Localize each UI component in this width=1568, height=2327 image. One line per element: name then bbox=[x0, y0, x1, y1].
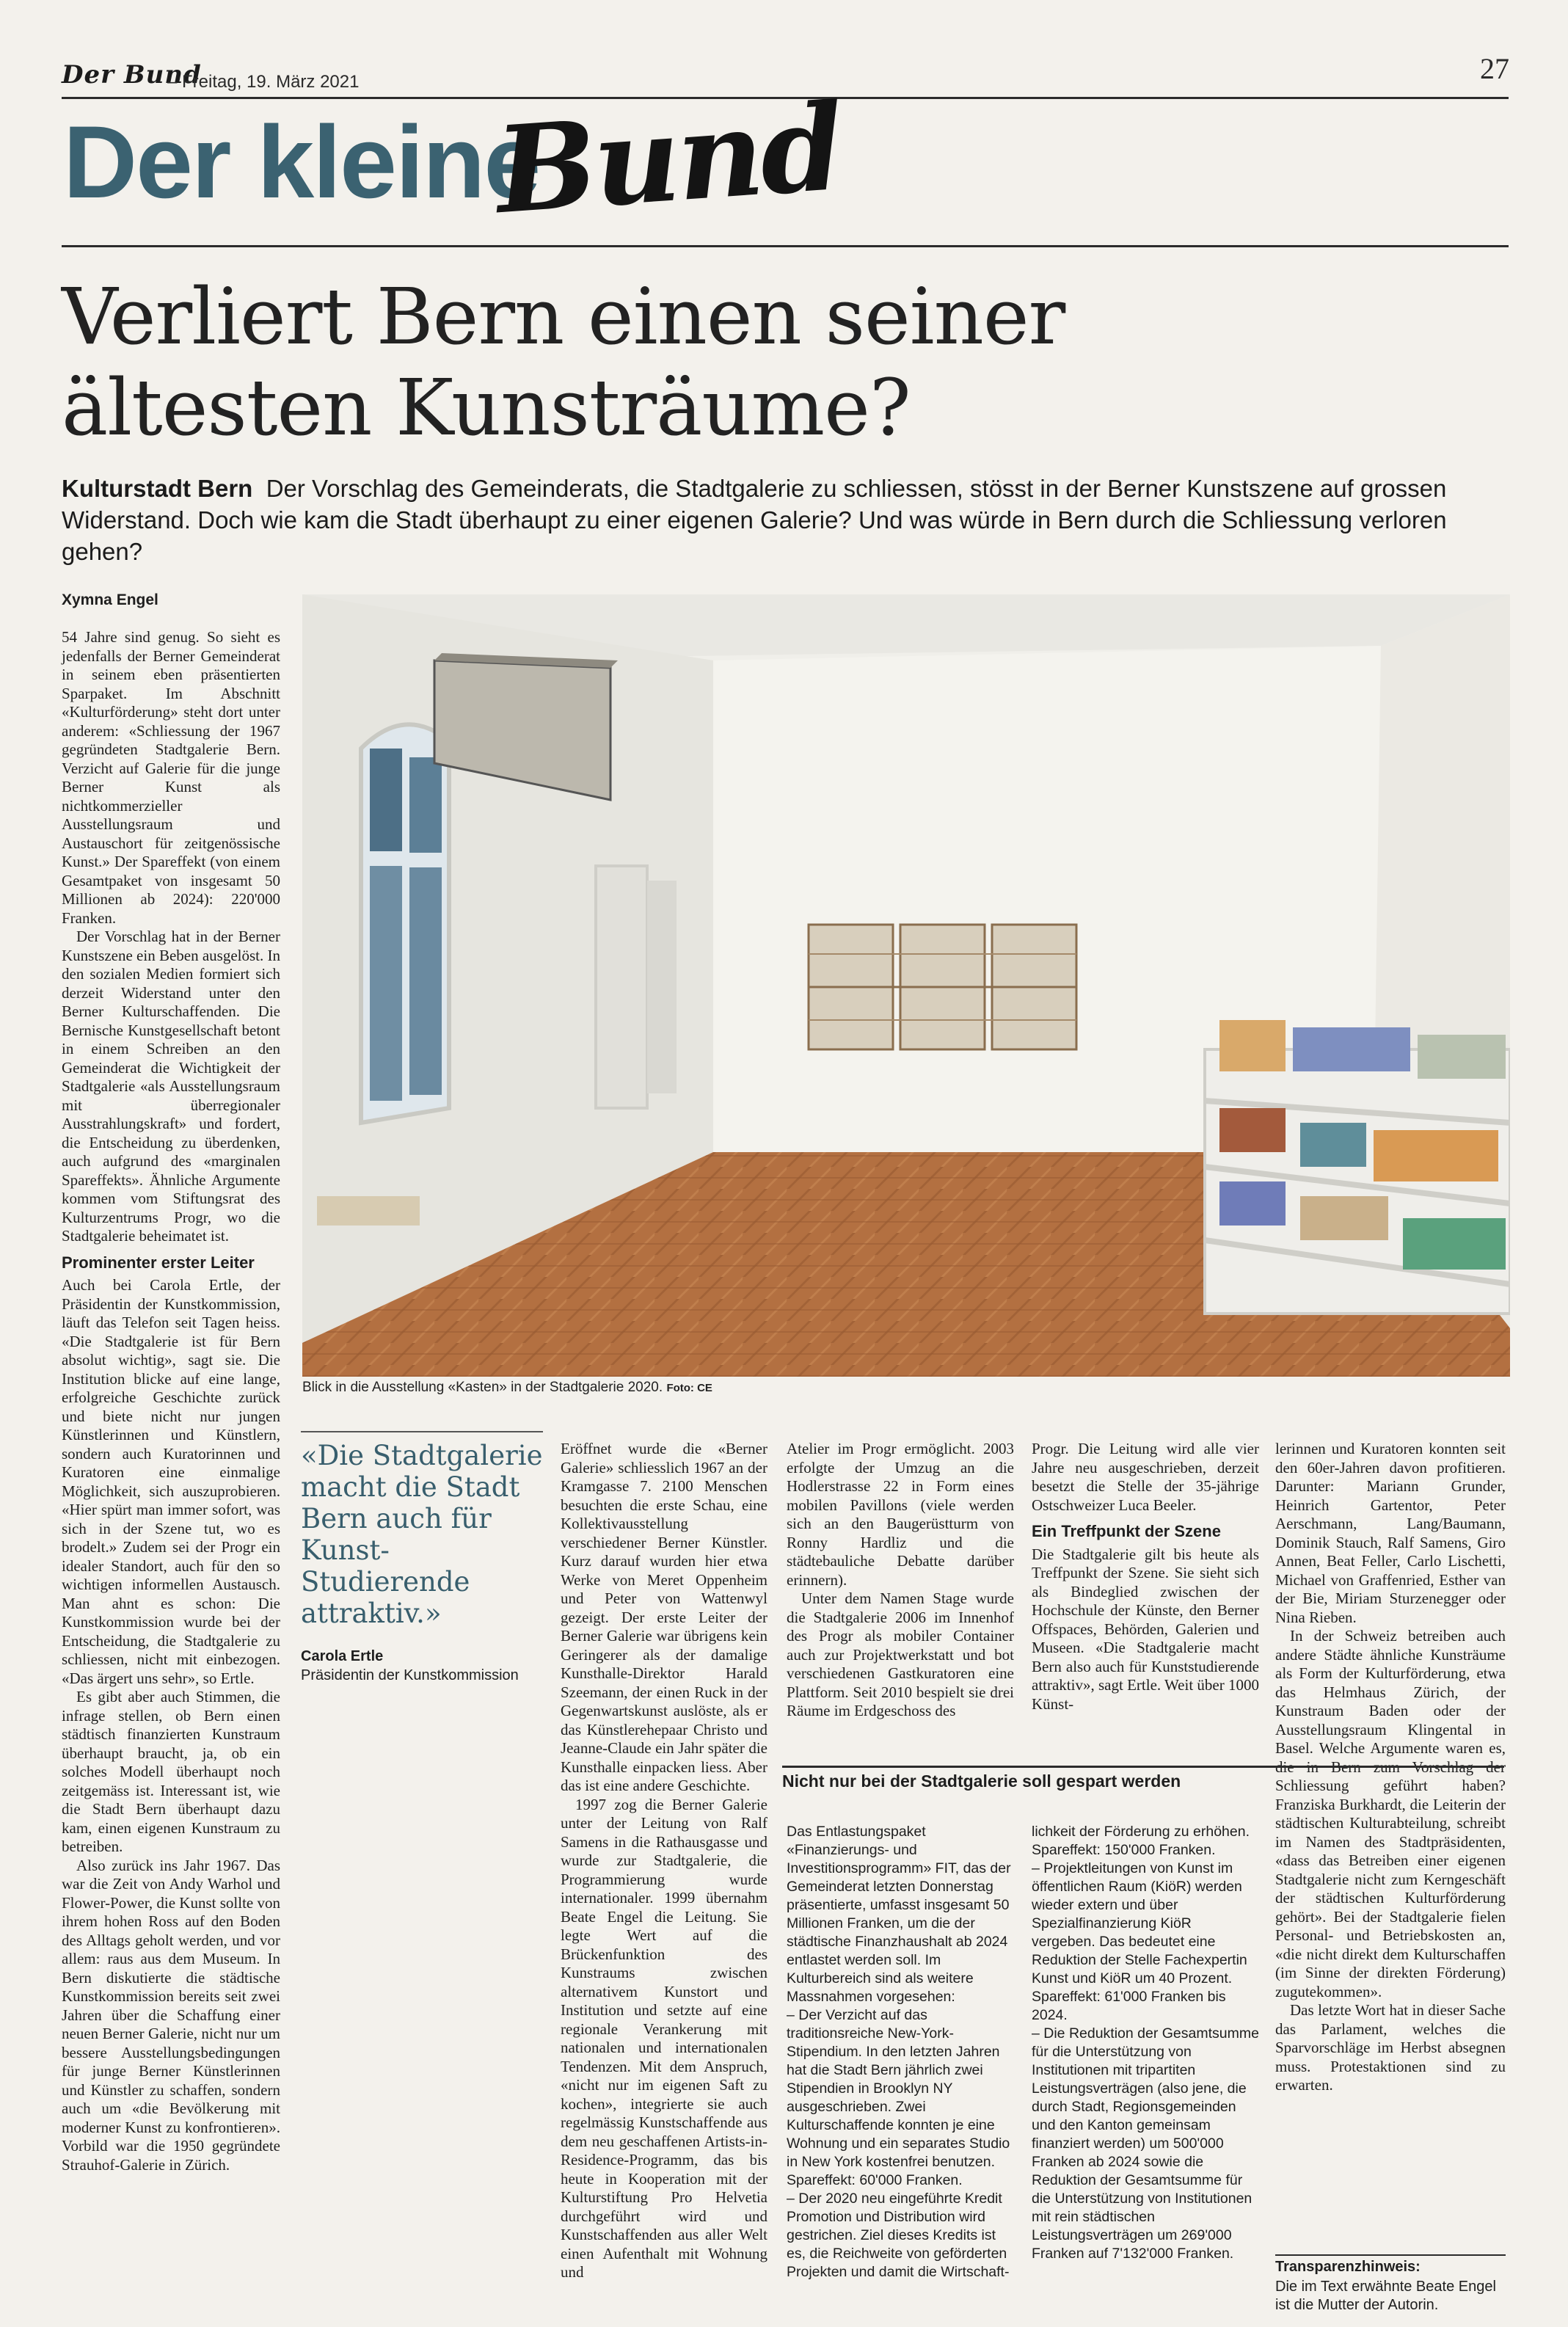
note-rule bbox=[1275, 2254, 1506, 2256]
article-column-4 bbox=[787, 1440, 1014, 1721]
headline-line-2: ältesten Kunsträume? bbox=[62, 363, 911, 453]
quote-author: Carola Ertle bbox=[301, 1648, 384, 1664]
dateline: – Freitag, 19. März 2021 bbox=[167, 72, 360, 92]
window-icon bbox=[361, 724, 449, 1123]
kicker: Kulturstadt Bern bbox=[62, 475, 253, 502]
headline-line-1: Verliert Bern einen seiner bbox=[62, 272, 1065, 362]
transparency-note-text: Die im Text erwähnte Beate Engel ist die Mutter der Autorin. bbox=[1275, 2279, 1496, 2313]
caption-text: Blick in die Ausstellung «Kasten» in der Stadtgalerie 2020. bbox=[302, 1380, 663, 1395]
info-box-title: Nicht nur bei der Stadtgalerie soll gespart werden bbox=[782, 1771, 1181, 1791]
photo-credit: Foto: CE bbox=[666, 1382, 712, 1394]
paragraph: – Die Reduktion der Gesamtsumme für die Unterstützung von Institutionen mit tripartiten Leistungsverträgen (also jene, die durch Stadt, Regionsgemeinden und den Kanton gemeinsam finanziert werden) um 500'000 Franken ab 2024 sowie die Reduktion der Gesamtsumme für die Unterstützung von Institutionen mit rein städtischen Leistungsverträgen um 269'000 Franken auf 7'132'000 Franken. bbox=[1032, 2025, 1259, 2262]
paragraph: – Projektleitungen von Kunst im öffentlichen Raum (KiöR) werden wieder extern und über Spezialfinanzierung KiöR vergeben. Das bedeutet eine Reduktion der Stelle Fachexpertin Kunst und KiöR um 40 Prozent. Spareffekt: 61'000 Franken bis 2024. bbox=[1032, 1860, 1247, 2023]
transparency-note-title: Transparenzhinweis: bbox=[1275, 2259, 1421, 2275]
paragraph: Unter dem Namen Stage wurde die Stadtgalerie 2006 im Innenhof des Progr als mobiler Container auch zur Projektwerkstatt und bot verschiedenen Gastkuratoren eine Plattform. Seit 2010 bespielt sie drei Räume im Erdgeschoss des bbox=[787, 1589, 1014, 1719]
headline bbox=[62, 272, 1309, 454]
paragraph: lichkeit der Förderung zu erhöhen. Spareffekt: 150'000 Franken. bbox=[1032, 1824, 1250, 1858]
paragraph: Der Vorschlag hat in der Berner Kunstszene ein Beben ausgelöst. In den sozialen Medien formiert sich derzeit Widerstand unter den Berner Kulturschaffenden. Die Bernische Kunstgesellschaft betont in einem Schreiben an den Gemeinderat die Wichtigkeit der Stadtgalerie «als Ausstellungsraum mit überregionaler Ausstrahlungskraft» und fordert, die Entscheidung zu überdenken, auch aufgrund des «marginalen Spareffekts». Ähnliche Argumente kommen vom Stiftungsrat des Kulturzentrums Progr, wo die Stadtgalerie beheimatet ist. bbox=[62, 928, 281, 1245]
section-logo: Bund bbox=[491, 77, 845, 241]
quote-role: Präsidentin der Kunstkommission bbox=[301, 1667, 519, 1683]
paragraph: Eröffnet wurde die «Berner Galerie» schliesslich 1967 an der Kramgasse 7. 2100 Menschen besuchten die erste Schau, eine Kollektivausstellung verschiedener Berner Künstler. Kurz darauf wurden hier etwa Werke von Meret Oppenheim und Peter von Wattenwyl gezeigt. Der erste Leiter der Berner Galerie war übrigens kein Geringerer als der damalige Kunsthalle-Direktor Harald Szeemann, der einen Ruck in der Gegenwartskunst auslöste, als er das Künstlerehepaar Christo und Jeanne-Claude ein Jahr später die Kunsthalle einpacken liess. Aber das ist eine andere Geschichte. bbox=[561, 1440, 767, 1794]
paragraph: – Der 2020 neu eingeführte Kredit Promotion und Distribution wird gestrichen. Ziel dieses Kredits ist es, die Reichweite von geförderten Projekten und damit die Wirtschaft- bbox=[787, 2191, 1010, 2280]
paragraph: 1997 zog die Berner Galerie unter der Leitung von Ralf Samens in die Rathausgasse und wurde zur Stadtgalerie, die Programmierung wurde internationaler. 1999 übernahm Beate Engel die Leitung. Sie legte Wert auf die Brückenfunktion des Kunstraums zwischen alternativem Kunstort und Institution und setzte auf eine regionale Verankerung mit nationalen und internationalen Tendenzen. Mit dem Anspruch, «nicht nur im eigenen Saft zu kochen», integrierte sie auch regelmässig Kunstschaffende aus dem neu geschaffenen Artists-in-Residence-Programm, das bis heute in Kooperation mit der Kulturstiftung Pro Helvetia durchgeführt wird und Kunstschaffenden aus aller Welt einen Aufenthalt mit Wohnung und bbox=[561, 1795, 767, 2281]
lead-paragraph bbox=[62, 473, 1509, 567]
info-box-rule bbox=[782, 1766, 1504, 1768]
info-box-column-1 bbox=[787, 1823, 1014, 2282]
paragraph: lerinnen und Kuratoren konnten seit den 60er-Jahren davon profitieren. Darunter: Mariann Grunder, Heinrich Gartentor, Peter Aerschmann, Lang/Baumann, Dominik Stauch, Ralf Samens, Giro Annen, Beat Feller, Carlo Lischetti, Michael von Graffenried, Esther van der Bie, Miriam Sturzenegger oder Nina Rieben. bbox=[1275, 1440, 1506, 1626]
subheading: Prominenter erster Leiter bbox=[62, 1253, 255, 1272]
paragraph: Atelier im Progr ermöglicht. 2003 erfolgte der Umzug an die Hodlerstrasse 22 in Form eines mobilen Pavillons (viele werden sich an den Baugerüstturm von Ronny Hardliz und die städtebauliche Debatte darüber erinnern). bbox=[787, 1440, 1014, 1589]
paragraph: 54 Jahre sind genug. So sieht es jedenfalls der Berner Gemeinderat in seinem eben präsentierten Sparpaket. Im Abschnitt «Kulturförderung» steht dort unter anderem: «Schliessung der 1967 gegründeten Stadtgalerie Bern. Verzicht auf Galerie für die junge Berner Kunst als nichtkommerzieller Ausstellungsraum und Austauschort für zeitgenössische Kunst.» Der Spareffekt (von einem Gesamtpaket von insgesamt 50 Millionen ab 2024): 220'000 Franken. bbox=[62, 628, 280, 927]
paragraph: Es gibt aber auch Stimmen, die infrage stellen, ob Bern einen städtisch finanzierten Kunstraum überhaupt braucht, ja, ob ein solches Modell überhaupt noch zeitgemäss ist. Interessant ist, wie die Stadt Bern überhaupt dazu kam, einen eigenen Kunstraum zu betreiben. bbox=[62, 1688, 280, 1855]
gallery-room-image bbox=[302, 594, 1510, 1377]
pull-quote: «Die Stadtgalerie macht die Stadt Bern auch für Kunst-Studierende attraktiv.» bbox=[301, 1440, 543, 1629]
paragraph: In der Schweiz betreiben auch andere Städte ähnliche Kunsträume als Form der Kulturförderung, etwa das Helmhaus Zürich, der Kunstraum Baden oder der Ausstellungsraum Klingental in Basel. Welche Argumente waren es, die in Bern zum Vorschlag der Schliessung geführt haben? Franziska Burkhardt, die Leiterin der städtischen Kulturabteilung, schreibt im Namen des Stadtpräsidenten, «dass das Betreiben einer eigenen Stadtgalerie nicht zum Kerngeschäft der städtischen Kulturförderung gehört». Bei der Stadtgalerie fielen Personal- und Betriebskosten an, «die nicht direkt dem Kulturschaffen (im Sinne der direkten Förderung) zugutekommen». bbox=[1275, 1627, 1506, 2000]
gallery-photo bbox=[302, 594, 1510, 1377]
paragraph: Also zurück ins Jahr 1967. Das war die Zeit von Andy Warhol und Flower-Power, die Kunst sollte von ihrem hohen Ross auf den Boden des Alltags geholt werden, und vor allem: raus aus dem Museum. In Bern diskutierte die städtische Kunstkommission bereits seit zwei Jahren über die Schaffung einer neuen Berner Galerie, nicht nur um bessere Ausstellungsbedingungen für junge Berner Künstlerinnen und Künstler zu schaffen, sondern auch um «die Bevölkerung mit moderner Kunst zu konfrontieren». Vorbild war die 1950 gegründete Strauhof-Galerie in Zürich. bbox=[62, 1856, 280, 2174]
paragraph: Das letzte Wort hat in dieser Sache das Parlament, welches die Sparvorschläge im Herbst absegnen muss. Protestaktionen sind zu erwarten. bbox=[1275, 2001, 1506, 2094]
quote-rule bbox=[301, 1431, 543, 1432]
storage-shelf-icon bbox=[1205, 1020, 1510, 1314]
paragraph: Die Stadtgalerie gilt bis heute als Treffpunkt der Szene. Sie sieht sich als Bindeglied zwischen der Hochschule der Künste, den Berner Offspaces, Behörden, Galerien und Museen. «Die Stadtgalerie macht Bern also auch für Kunststudierende attraktiv», sagt Ertle. Weit über 1000 Künst- bbox=[1032, 1545, 1259, 1713]
article-column-3 bbox=[561, 1440, 767, 2282]
section-title: Der kleine bbox=[63, 104, 540, 219]
wall-shelves-icon bbox=[809, 925, 1076, 1049]
newspaper-logo: Der Bund bbox=[62, 60, 202, 90]
article-column-5 bbox=[1032, 1440, 1259, 1714]
info-box-column-2 bbox=[1032, 1823, 1259, 2263]
byline: Xymna Engel bbox=[62, 591, 158, 608]
photo-caption bbox=[302, 1380, 712, 1396]
paragraph: – Der Verzicht auf das traditionsreiche New-York-Stipendium. In den letzten Jahren hat die Stadt Bern jährlich zwei Stipendien in Brooklyn NY ausgeschrieben. Zwei Kulturschaffende konnten je eine Wohnung und ein separates Studio in New York kostenfrei benutzen. Spareffekt: 60'000 Franken. bbox=[787, 2007, 1010, 2188]
lead-text: Der Vorschlag des Gemeinderats, die Stadtgalerie zu schliessen, stösst in der Berner Kunstszene auf grossen Widerstand. Doch wie kam die Stadt überhaupt zu einer eigenen Galerie? Und was würde in Bern durch die Schliessung verloren gehen? bbox=[62, 475, 1447, 565]
subheading: Ein Treffpunkt der Szene bbox=[1032, 1522, 1221, 1540]
paragraph: Das Entlastungspaket «Finanzierungs- und Investitionsprogramm» FIT, das der Gemeinderat letzten Donnerstag präsentierte, umfasst insgesamt 50 Millionen Franken, um die der städtische Finanzhaushalt ab 2024 entlastet werden soll. Im Kulturbereich sind als weitere Massnahmen vorgesehen: bbox=[787, 1824, 1011, 2005]
section-rule bbox=[62, 245, 1509, 247]
paragraph: Progr. Die Leitung wird alle vier Jahre neu ausgeschrieben, derzeit besetzt die Stelle der 35-jährige Ostschweizer Luca Beeler. bbox=[1032, 1440, 1259, 1514]
paragraph: Auch bei Carola Ertle, der Präsidentin der Kunstkommission, läuft das Telefon seit Tagen heiss. «Die Stadtgalerie ist für Bern absolut wichtig», sagt sie. Die Institution blicke auf eine lange, erfolgreiche Geschichte zurück und biete nicht nur jungen Künstlerinnen und Künstlern, sondern auch Kuratorinnen und Kuratoren eine einmalige Möglichkeit, sich auszuprobieren. «Hier spürt man immer sofort, was sich in der Szene tut, wo es brodelt.» Zudem sei der Progr ein idealer Standort, auch für den so wichtigen informellen Austausch. Man ahnt es schon: Die Kunstkommission wurde bei der Entscheidung, die Stadtgalerie zu schliessen, nicht mit einbezogen. «Das ärgert uns sehr», so Ertle. bbox=[62, 1276, 280, 1687]
article-column-1 bbox=[62, 628, 280, 2174]
page-number: 27 bbox=[1480, 52, 1509, 85]
